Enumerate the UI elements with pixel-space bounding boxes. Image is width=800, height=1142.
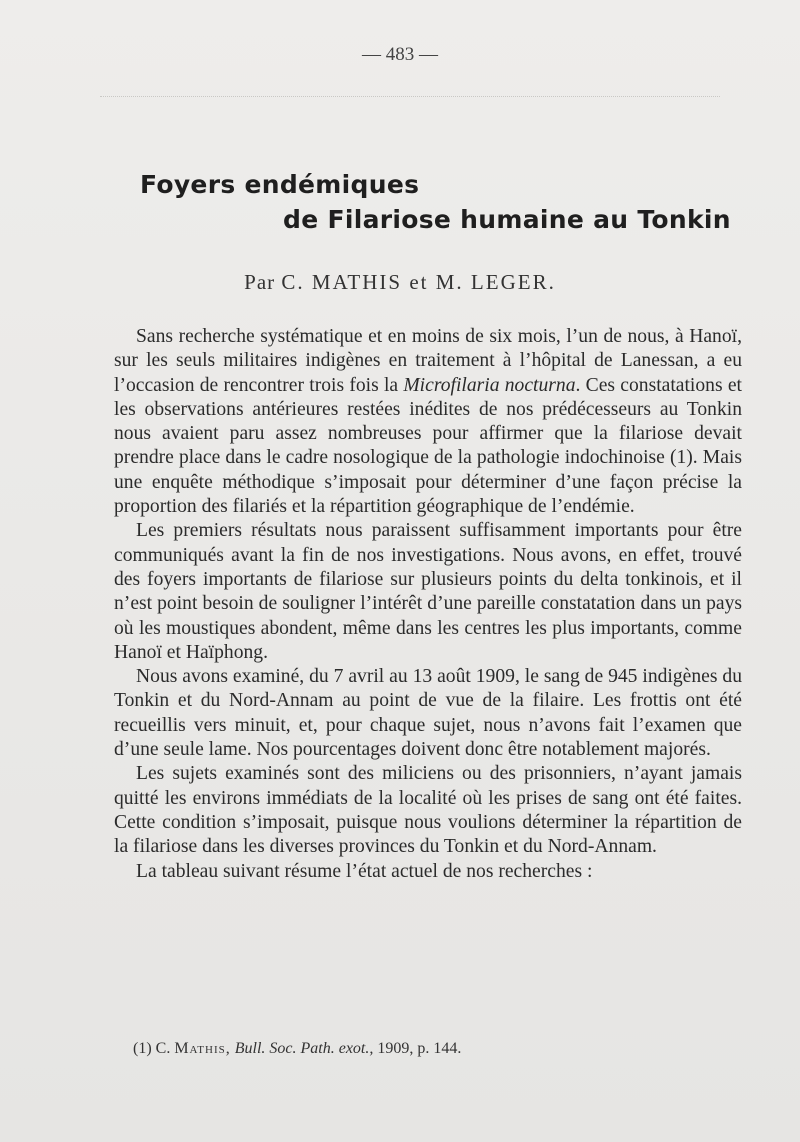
paragraph-4: Les sujets examinés sont des miliciens ou des prisonniers, n’ayant jamais quitté les environs immédiats de la localité où les prises de sang ont été faites. Cette condition s’imposait, puisque nous voulions déterminer la répartition de la filariose dans les diverses provinces du Tonkin et du Nord-Annam. — [114, 763, 742, 858]
footnote — [133, 1040, 753, 1058]
title-line-2: de Filariose humaine au Tonkin — [283, 205, 731, 234]
page-number: — 483 — — [362, 44, 438, 65]
footnote-rest: 1909, p. 144. — [377, 1040, 462, 1057]
footnote-author: Mathis, — [174, 1040, 231, 1057]
title-line-1: Foyers endémiques — [140, 170, 420, 199]
bleed-through-rule — [100, 96, 720, 98]
species-name: Microfilaria nocturna — [403, 374, 576, 396]
paragraph-3: Nous avons examiné, du 7 avril au 13 août 1909, le sang de 945 indigènes du Tonkin et du Nord-Annam au point de vue de la filaire. Les frottis ont été recueillis vers minuit, et, pour chaque sujet, nous n’avons fait l’examen que d’une seule lame. Nos pourcentages doivent donc être notablement majorés. — [114, 666, 742, 761]
paragraph-1-after: . Ces constatations et les observations antérieures restées inédites de nos prédécesseurs au Tonkin nous avaient paru assez nombreuses pour affirmer que la filariose devait prendre place dans le cadre nosologique de la pathologie indochinoise (1). Mais une enquête méthodique s’imposait pour déterminer d’une façon précise la proportion des filariés et la répartition géographique de l’endémie. — [114, 374, 742, 518]
footnote-journal: Bull. Soc. Path. exot., — [234, 1040, 374, 1057]
byline — [0, 270, 800, 295]
byline-prefix: Par — [244, 270, 276, 294]
paragraph-2: Les premiers résultats nous paraissent suffisamment importants pour être communiqués avant la fin de nos investigations. Nous avons, en effet, trouvé des foyers importants de filariose sur plusieurs points du delta tonkinois, et il n’est point besoin de souligner l’intérêt d’une pareille constatation dans un pays où les moustiques abondent, même dans les centres les plus importants, comme Hanoï et Haïphong. — [114, 520, 742, 663]
footnote-marker: (1) C. — [133, 1040, 171, 1057]
article-title — [140, 170, 740, 234]
paragraph-1 — [114, 325, 742, 519]
paragraph-1-before: Sans recherche systématique et en moins de six mois, l’un de nous, à Hanoï, sur les seuls militaires indigènes en traitement à l’hôpital de Lanessan, a eu l’occasion de rencontrer trois fois la — [114, 326, 742, 396]
byline-authors: C. MATHIS et M. LEGER. — [281, 270, 556, 294]
article-body — [114, 325, 742, 884]
paragraph-5: La tableau suivant résume l’état actuel de nos recherches : — [136, 860, 593, 882]
